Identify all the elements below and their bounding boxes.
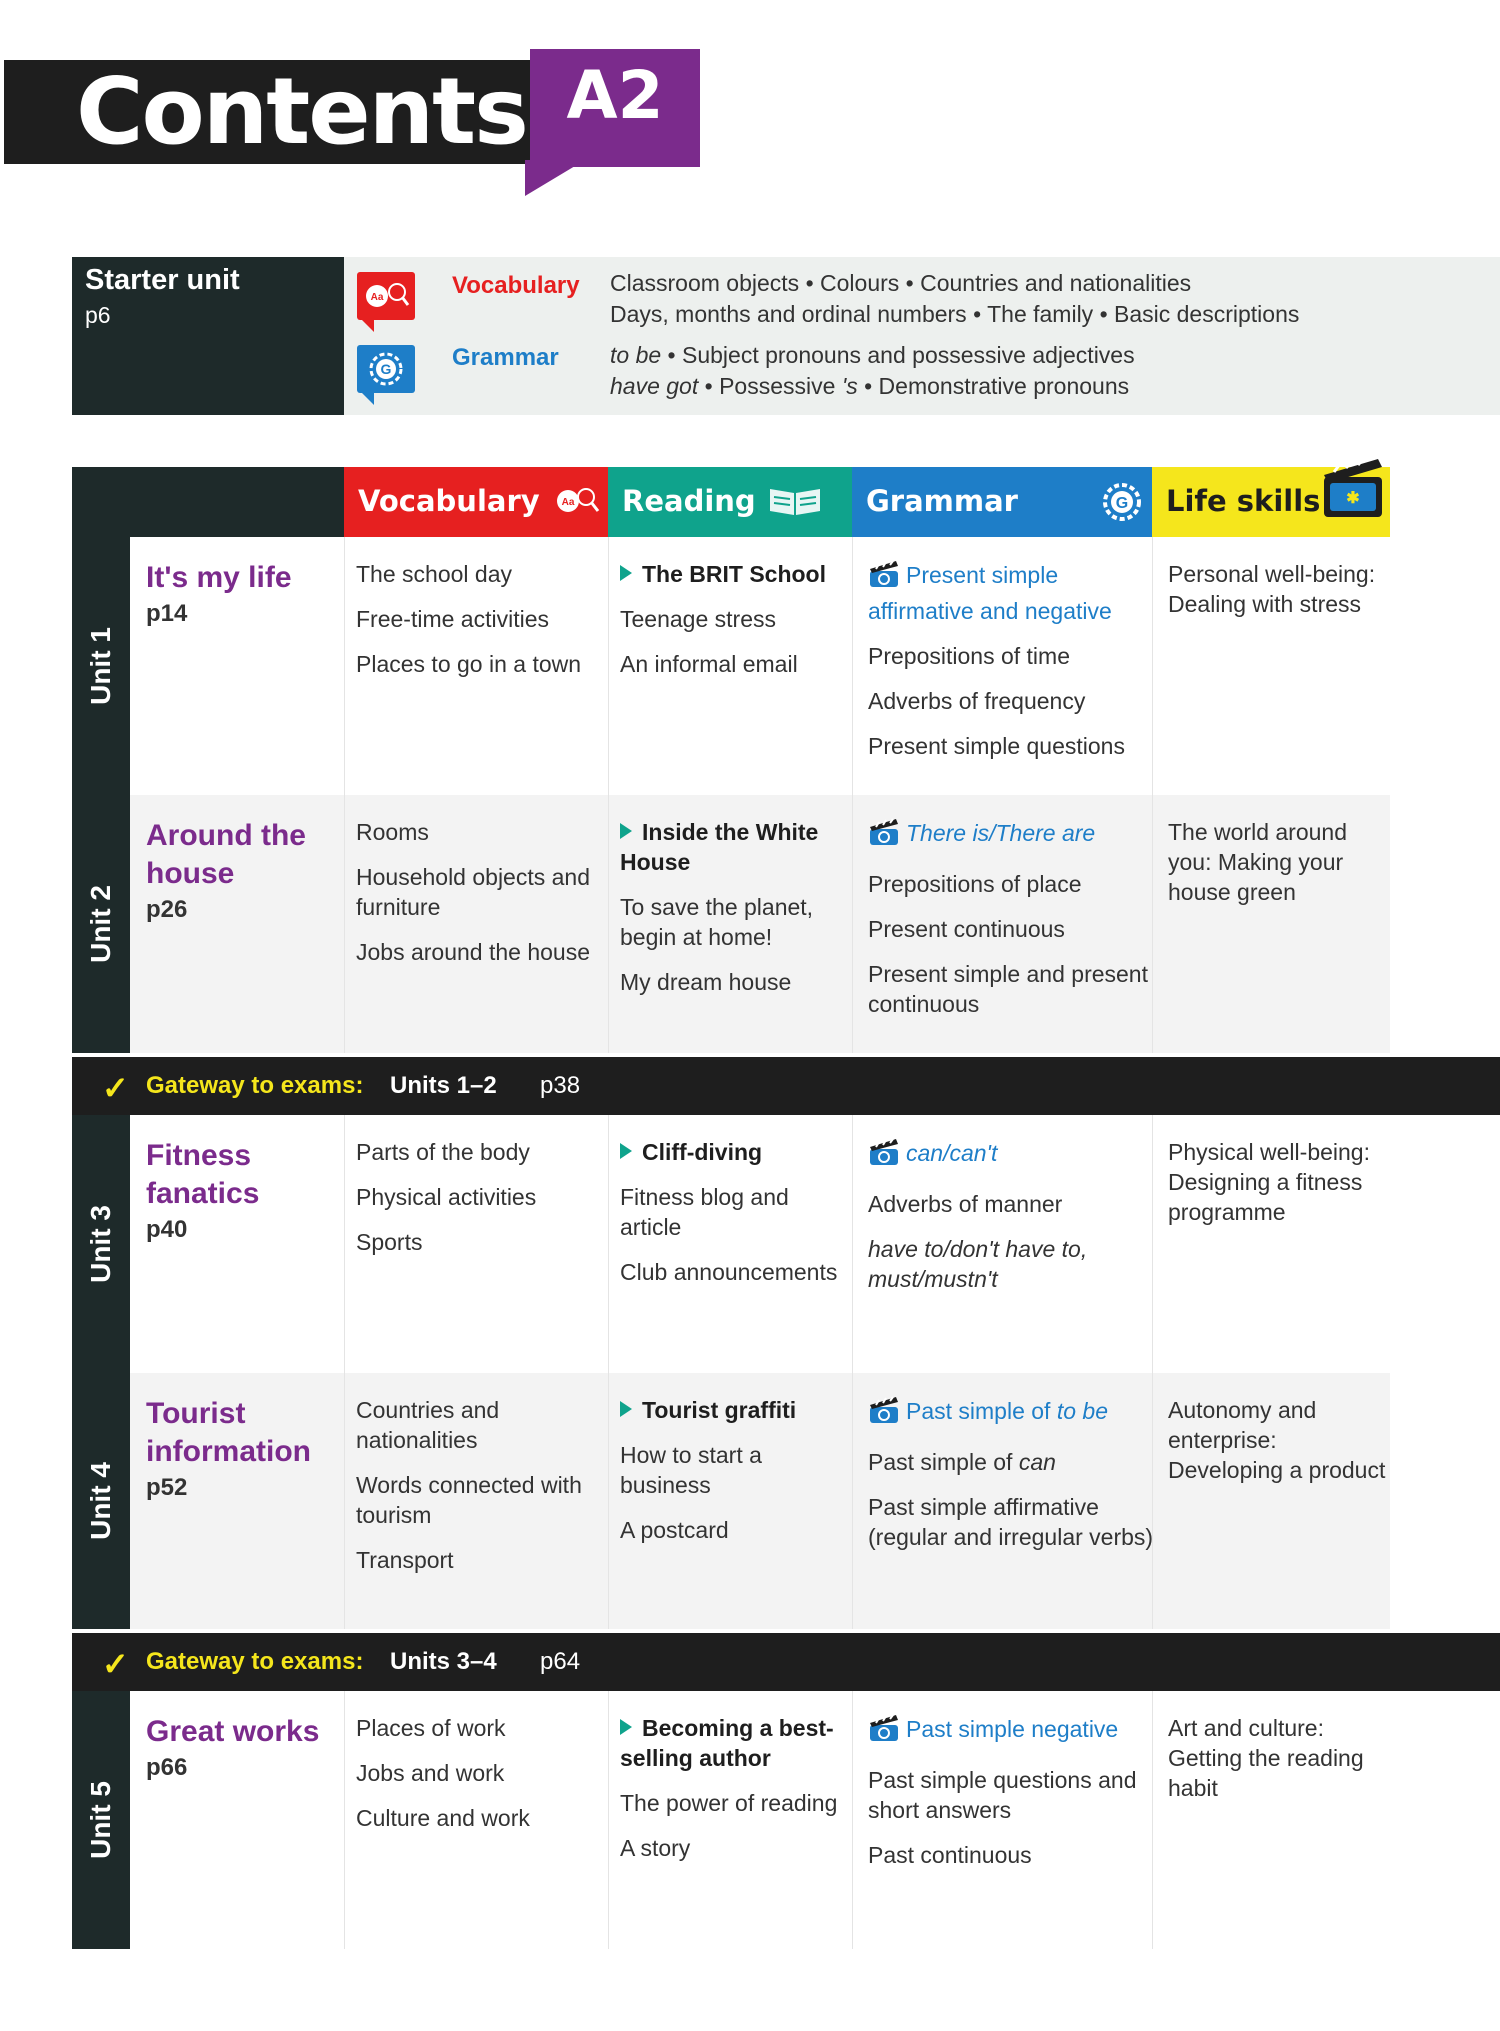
column-header-reading <box>608 467 852 537</box>
unit-2-page: p26 <box>146 896 188 923</box>
unit-5-grammar <box>868 1713 1158 1885</box>
reading-item: Club announcements <box>620 1259 838 1285</box>
vocab-item: Culture and work <box>356 1805 530 1831</box>
video-clapper-icon <box>868 559 900 596</box>
unit-1-tab <box>72 537 130 795</box>
unit-2-grammar <box>868 817 1158 1034</box>
unit-3-reading <box>620 1137 850 1302</box>
unit-4-vocabulary <box>356 1395 596 1590</box>
video-clapper-icon <box>868 1713 900 1750</box>
vocabulary-icon <box>357 272 415 320</box>
vocab-item: Countries and nationalities <box>356 1397 500 1453</box>
starter-unit-title: Starter unit <box>85 264 240 296</box>
grammar-item: Present continuous <box>868 916 1065 942</box>
column-divider <box>608 1373 609 1629</box>
vocab-item: Sports <box>356 1229 423 1255</box>
unit-5-page: p66 <box>146 1754 188 1781</box>
level-label: A2 <box>566 57 664 134</box>
vocab-item: Free-time activities <box>356 606 549 632</box>
vocabulary-icon-tail <box>360 318 374 332</box>
play-arrow-icon <box>620 823 632 839</box>
grammar-item: Adverbs of manner <box>868 1191 1063 1217</box>
grammar-video-item[interactable]: There is/There are <box>868 817 1158 854</box>
grammar-gear-icon <box>357 345 415 393</box>
column-divider <box>608 1691 609 1949</box>
unit-2-title[interactable]: Around the house p26 <box>146 817 346 927</box>
column-divider <box>852 1691 853 1949</box>
reading-book-icon <box>766 481 828 526</box>
vocab-item: Rooms <box>356 819 429 845</box>
svg-text:G: G <box>380 361 392 377</box>
unit-4-reading <box>620 1395 850 1560</box>
reading-item: Teenage stress <box>620 606 776 632</box>
reading-item: My dream house <box>620 969 792 995</box>
unit-row-2 <box>72 795 1390 1053</box>
vocab-item: Transport <box>356 1547 454 1573</box>
unit-5-tab-label: Unit 5 <box>85 1781 116 1859</box>
unit-3-page: p40 <box>146 1216 188 1243</box>
page-title: Contents <box>76 58 527 165</box>
column-divider <box>608 537 609 795</box>
gateway-bar-2[interactable] <box>72 1633 1500 1691</box>
vocab-item: Places of work <box>356 1715 506 1741</box>
vocab-item: Words connected with tourism <box>356 1472 582 1528</box>
column-vocabulary-label: Vocabulary <box>358 484 540 518</box>
unit-4-life-skills: Autonomy and enterprise: Developing a product <box>1168 1397 1386 1483</box>
starter-vocab-line-2: Days, months and ordinal numbers • The family • Basic descriptions <box>610 301 1300 327</box>
gateway-label: Gateway to exams: <box>146 1648 364 1675</box>
grammar-video-item[interactable]: Past simple of to be <box>868 1395 1158 1432</box>
play-arrow-icon <box>620 1401 632 1417</box>
unit-5-tab <box>72 1691 130 1949</box>
reading-item: The power of reading <box>620 1790 838 1816</box>
play-arrow-icon <box>620 565 632 581</box>
column-header-life-skills <box>1152 467 1390 537</box>
grammar-video-item[interactable]: can/can't <box>868 1137 1158 1174</box>
grammar-item: Present simple questions <box>868 733 1125 759</box>
reading-video-item[interactable]: Tourist graffiti <box>620 1395 850 1425</box>
column-header-grammar <box>852 467 1152 537</box>
video-clapper-icon <box>868 817 900 854</box>
column-divider <box>852 1373 853 1629</box>
unit-2-tab-label: Unit 2 <box>85 885 116 963</box>
reading-item: A postcard <box>620 1517 729 1543</box>
vocab-item: The school day <box>356 561 512 587</box>
starter-vocabulary-label: Vocabulary <box>452 272 580 299</box>
vocab-item: Jobs around the house <box>356 939 591 965</box>
gateway-units: Units 3–4 <box>390 1648 497 1675</box>
check-icon: ✓ <box>102 1646 129 1682</box>
unit-3-grammar <box>868 1137 1158 1309</box>
grammar-gear-icon <box>1100 481 1144 528</box>
gateway-label: Gateway to exams: <box>146 1072 364 1099</box>
unit-1-tab-label: Unit 1 <box>85 627 116 705</box>
unit-3-title[interactable]: Fitness fanatics p40 <box>146 1137 346 1247</box>
unit-3-tab <box>72 1115 130 1373</box>
vocab-item: Physical activities <box>356 1184 537 1210</box>
unit-4-tab <box>72 1373 130 1629</box>
gateway-units: Units 1–2 <box>390 1072 497 1099</box>
grammar-item: Past simple questions and short answers <box>868 1767 1137 1823</box>
grammar-item: have to/don't have to, must/mustn't <box>868 1236 1088 1292</box>
grammar-icon-tail <box>360 391 374 405</box>
unit-4-title[interactable]: Tourist information p52 <box>146 1395 346 1505</box>
unit-4-grammar <box>868 1395 1158 1567</box>
reading-item: To save the planet, begin at home! <box>620 894 814 950</box>
reading-item: Fitness blog and article <box>620 1184 789 1240</box>
unit-2-life-skills: The world around you: Making your house green <box>1168 819 1347 905</box>
unit-5-life-skills: Art and culture: Getting the reading habit <box>1168 1715 1364 1801</box>
grammar-item: Past simple of can <box>868 1449 1056 1475</box>
video-clapper-icon <box>868 1137 900 1174</box>
grammar-item: Adverbs of frequency <box>868 688 1086 714</box>
level-badge-tail <box>525 160 585 196</box>
unit-row-3 <box>72 1115 1390 1373</box>
unit-1-vocabulary <box>356 559 596 694</box>
reading-video-item[interactable]: Inside the White House <box>620 819 819 875</box>
unit-4-page: p52 <box>146 1474 188 1501</box>
vocab-item: Household objects and furniture <box>356 864 590 920</box>
vocabulary-icon <box>552 481 602 526</box>
starter-grammar-line-2: have got • Possessive 's • Demonstrative pronouns <box>610 373 1130 399</box>
reading-item: How to start a business <box>620 1442 762 1498</box>
unit-2-reading <box>620 817 850 1012</box>
unit-1-title[interactable]: It's my life p14 <box>146 559 346 631</box>
reading-item: A story <box>620 1835 691 1861</box>
grammar-item: Present simple and present continuous <box>868 961 1148 1017</box>
table-corner <box>72 467 344 537</box>
reading-item: An informal email <box>620 651 798 677</box>
unit-5-vocabulary <box>356 1713 596 1848</box>
unit-row-4 <box>72 1373 1390 1629</box>
unit-3-vocabulary <box>356 1137 596 1272</box>
reading-video-item[interactable]: Cliff-diving <box>620 1137 850 1167</box>
starter-grammar-label: Grammar <box>452 344 559 371</box>
grammar-video-item[interactable]: Present simple affirmative and negative <box>868 559 1158 626</box>
gateway-page: p38 <box>540 1072 581 1099</box>
unit-4-tab-label: Unit 4 <box>85 1462 116 1540</box>
column-header-vocabulary <box>344 467 608 537</box>
svg-text:Aa: Aa <box>370 292 384 303</box>
check-icon: ✓ <box>102 1070 129 1106</box>
vocab-item: Jobs and work <box>356 1760 505 1786</box>
unit-3-life-skills: Physical well-being: Designing a fitness programme <box>1168 1139 1370 1225</box>
svg-text:✱: ✱ <box>1346 490 1360 507</box>
column-divider <box>852 537 853 795</box>
column-divider <box>608 1115 609 1373</box>
reading-video-item[interactable]: Becoming a best-selling author <box>620 1715 834 1771</box>
grammar-item: Prepositions of time <box>868 643 1070 669</box>
unit-1-grammar <box>868 559 1158 776</box>
video-clapper-icon <box>868 1395 900 1432</box>
play-arrow-icon <box>620 1143 632 1159</box>
column-reading-label: Reading <box>622 484 756 518</box>
unit-2-tab <box>72 795 130 1053</box>
play-arrow-icon <box>620 1719 632 1735</box>
unit-1-page: p14 <box>146 600 188 627</box>
starter-vocab-line-1: Classroom objects • Colours • Countries and nationalities <box>610 270 1192 296</box>
column-divider <box>608 795 609 1053</box>
unit-row-5 <box>72 1691 1390 1949</box>
vocab-item: Parts of the body <box>356 1139 530 1165</box>
gateway-page: p64 <box>540 1648 581 1675</box>
grammar-video-item[interactable]: Past simple negative <box>868 1713 1158 1750</box>
grammar-item: Past simple affirmative (regular and irregular verbs) <box>868 1494 1154 1550</box>
unit-5-reading <box>620 1713 850 1878</box>
reading-video-item[interactable]: The BRIT School <box>620 559 850 589</box>
column-divider <box>852 795 853 1053</box>
grammar-item: Prepositions of place <box>868 871 1082 897</box>
unit-1-life-skills: Personal well-being: Dealing with stress <box>1168 561 1376 617</box>
unit-row-1 <box>72 537 1390 795</box>
grammar-item: Past continuous <box>868 1842 1032 1868</box>
vocab-item: Places to go in a town <box>356 651 582 677</box>
svg-text:G: G <box>1115 495 1129 512</box>
column-divider <box>852 1115 853 1373</box>
unit-3-tab-label: Unit 3 <box>85 1205 116 1283</box>
unit-1-reading <box>620 559 850 694</box>
starter-unit-page: p6 <box>85 302 111 328</box>
unit-5-title[interactable]: Great works p66 <box>146 1713 346 1785</box>
column-grammar-label: Grammar <box>866 484 1018 518</box>
unit-2-vocabulary <box>356 817 596 982</box>
life-skills-clapper-icon <box>1320 453 1386 530</box>
svg-text:Aa: Aa <box>561 497 575 508</box>
column-life-skills-label: Life skills <box>1166 484 1321 518</box>
gateway-bar-1[interactable] <box>72 1057 1500 1115</box>
starter-grammar-line-1: to be • Subject pronouns and possessive adjectives <box>610 342 1135 368</box>
